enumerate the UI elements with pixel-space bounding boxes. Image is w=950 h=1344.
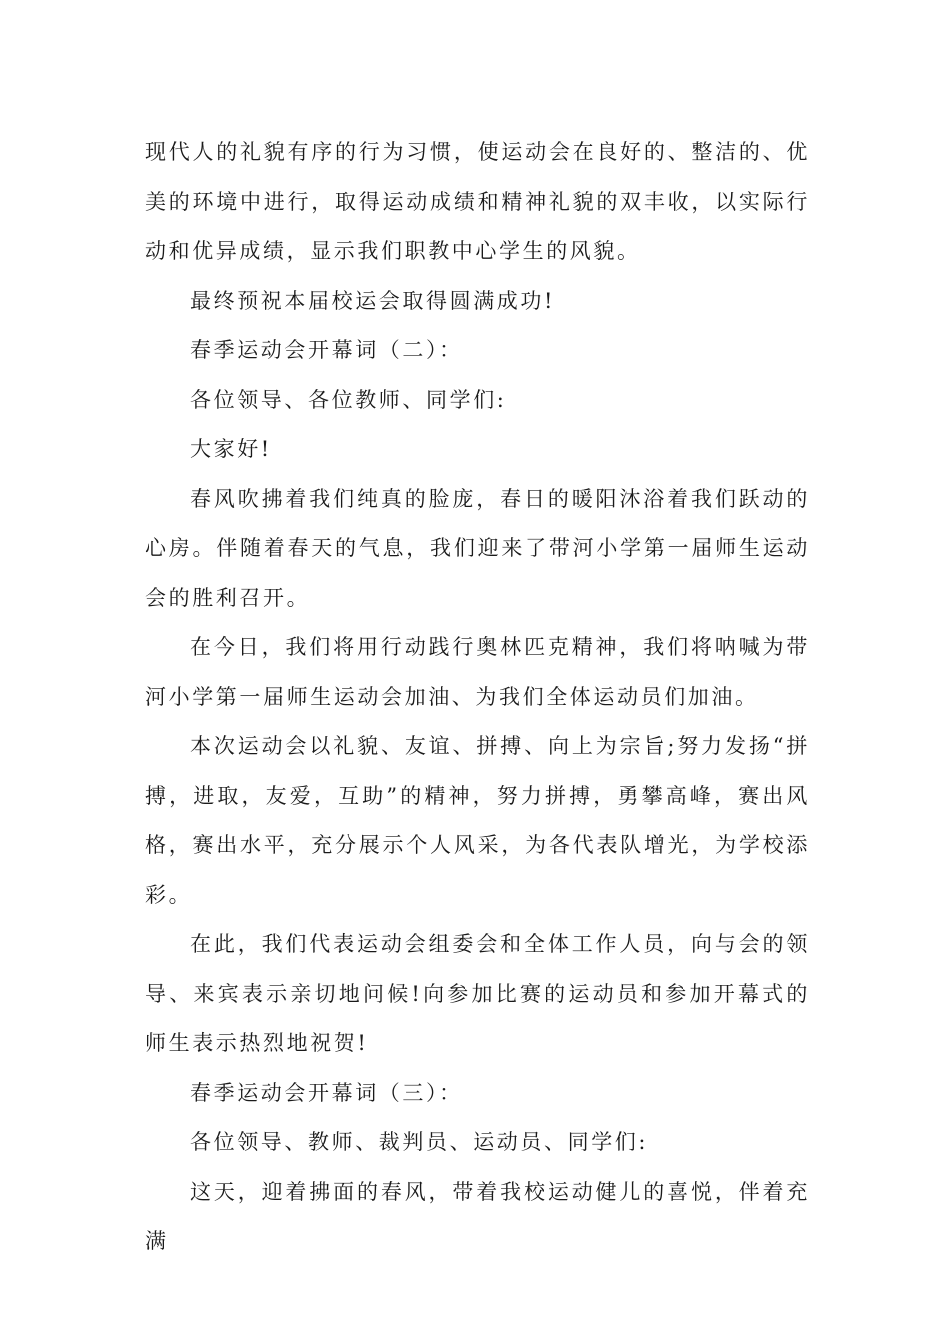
greeting-2: 大家好! <box>190 437 272 461</box>
document-body <box>145 128 810 1267</box>
section-heading-3: 春季运动会开幕词（三）： <box>190 1080 463 1105</box>
section-heading-2: 春季运动会开幕词（二）： <box>190 338 463 362</box>
salutation-3: 各位领导、教师、裁判员、运动员、同学们: <box>190 1130 649 1154</box>
paragraph-greetings: 在此，我们代表运动会组委会和全体工作人员，向与会的领导、来宾表示亲切地问候!向参加比赛的运动员和参加开幕式的师生表示热烈地祝贺! <box>145 932 810 1055</box>
paragraph-today: 这天，迎着拂面的春风，带着我校运动健儿的喜悦，伴着充满 <box>145 1179 810 1253</box>
salutation-2: 各位领导、各位教师、同学们: <box>190 387 507 412</box>
paragraph-spring-breeze: 春风吹拂着我们纯真的脸庞，春日的暖阳沐浴着我们跃动的心房。伴随着春天的气息，我们迎来了带河小学第一届师生运动会的胜利召开。 <box>145 486 810 610</box>
paragraph-purpose: 本次运动会以礼貌、友谊、拼搏、向上为宗旨;努力发扬“拼搏，进取，友爱，互助”的精神，努力拼搏，勇攀高峰，赛出风格，赛出水平，充分展示个人风采，为各代表队增光，为学校添彩。 <box>145 734 810 907</box>
paragraph-continuation: 现代人的礼貌有序的行为习惯，使运动会在良好的、整洁的、优美的环境中进行，取得运动成绩和精神礼貌的双丰收，以实际行动和优异成绩，显示我们职教中心学生的风貌。 <box>145 140 810 263</box>
paragraph-olympic-spirit: 在今日，我们将用行动践行奥林匹克精神，我们将呐喊为带河小学第一届师生运动会加油、为我们全体运动员们加油。 <box>145 635 810 709</box>
paragraph-closing-wish: 最终预祝本届校运会取得圆满成功! <box>190 288 556 313</box>
